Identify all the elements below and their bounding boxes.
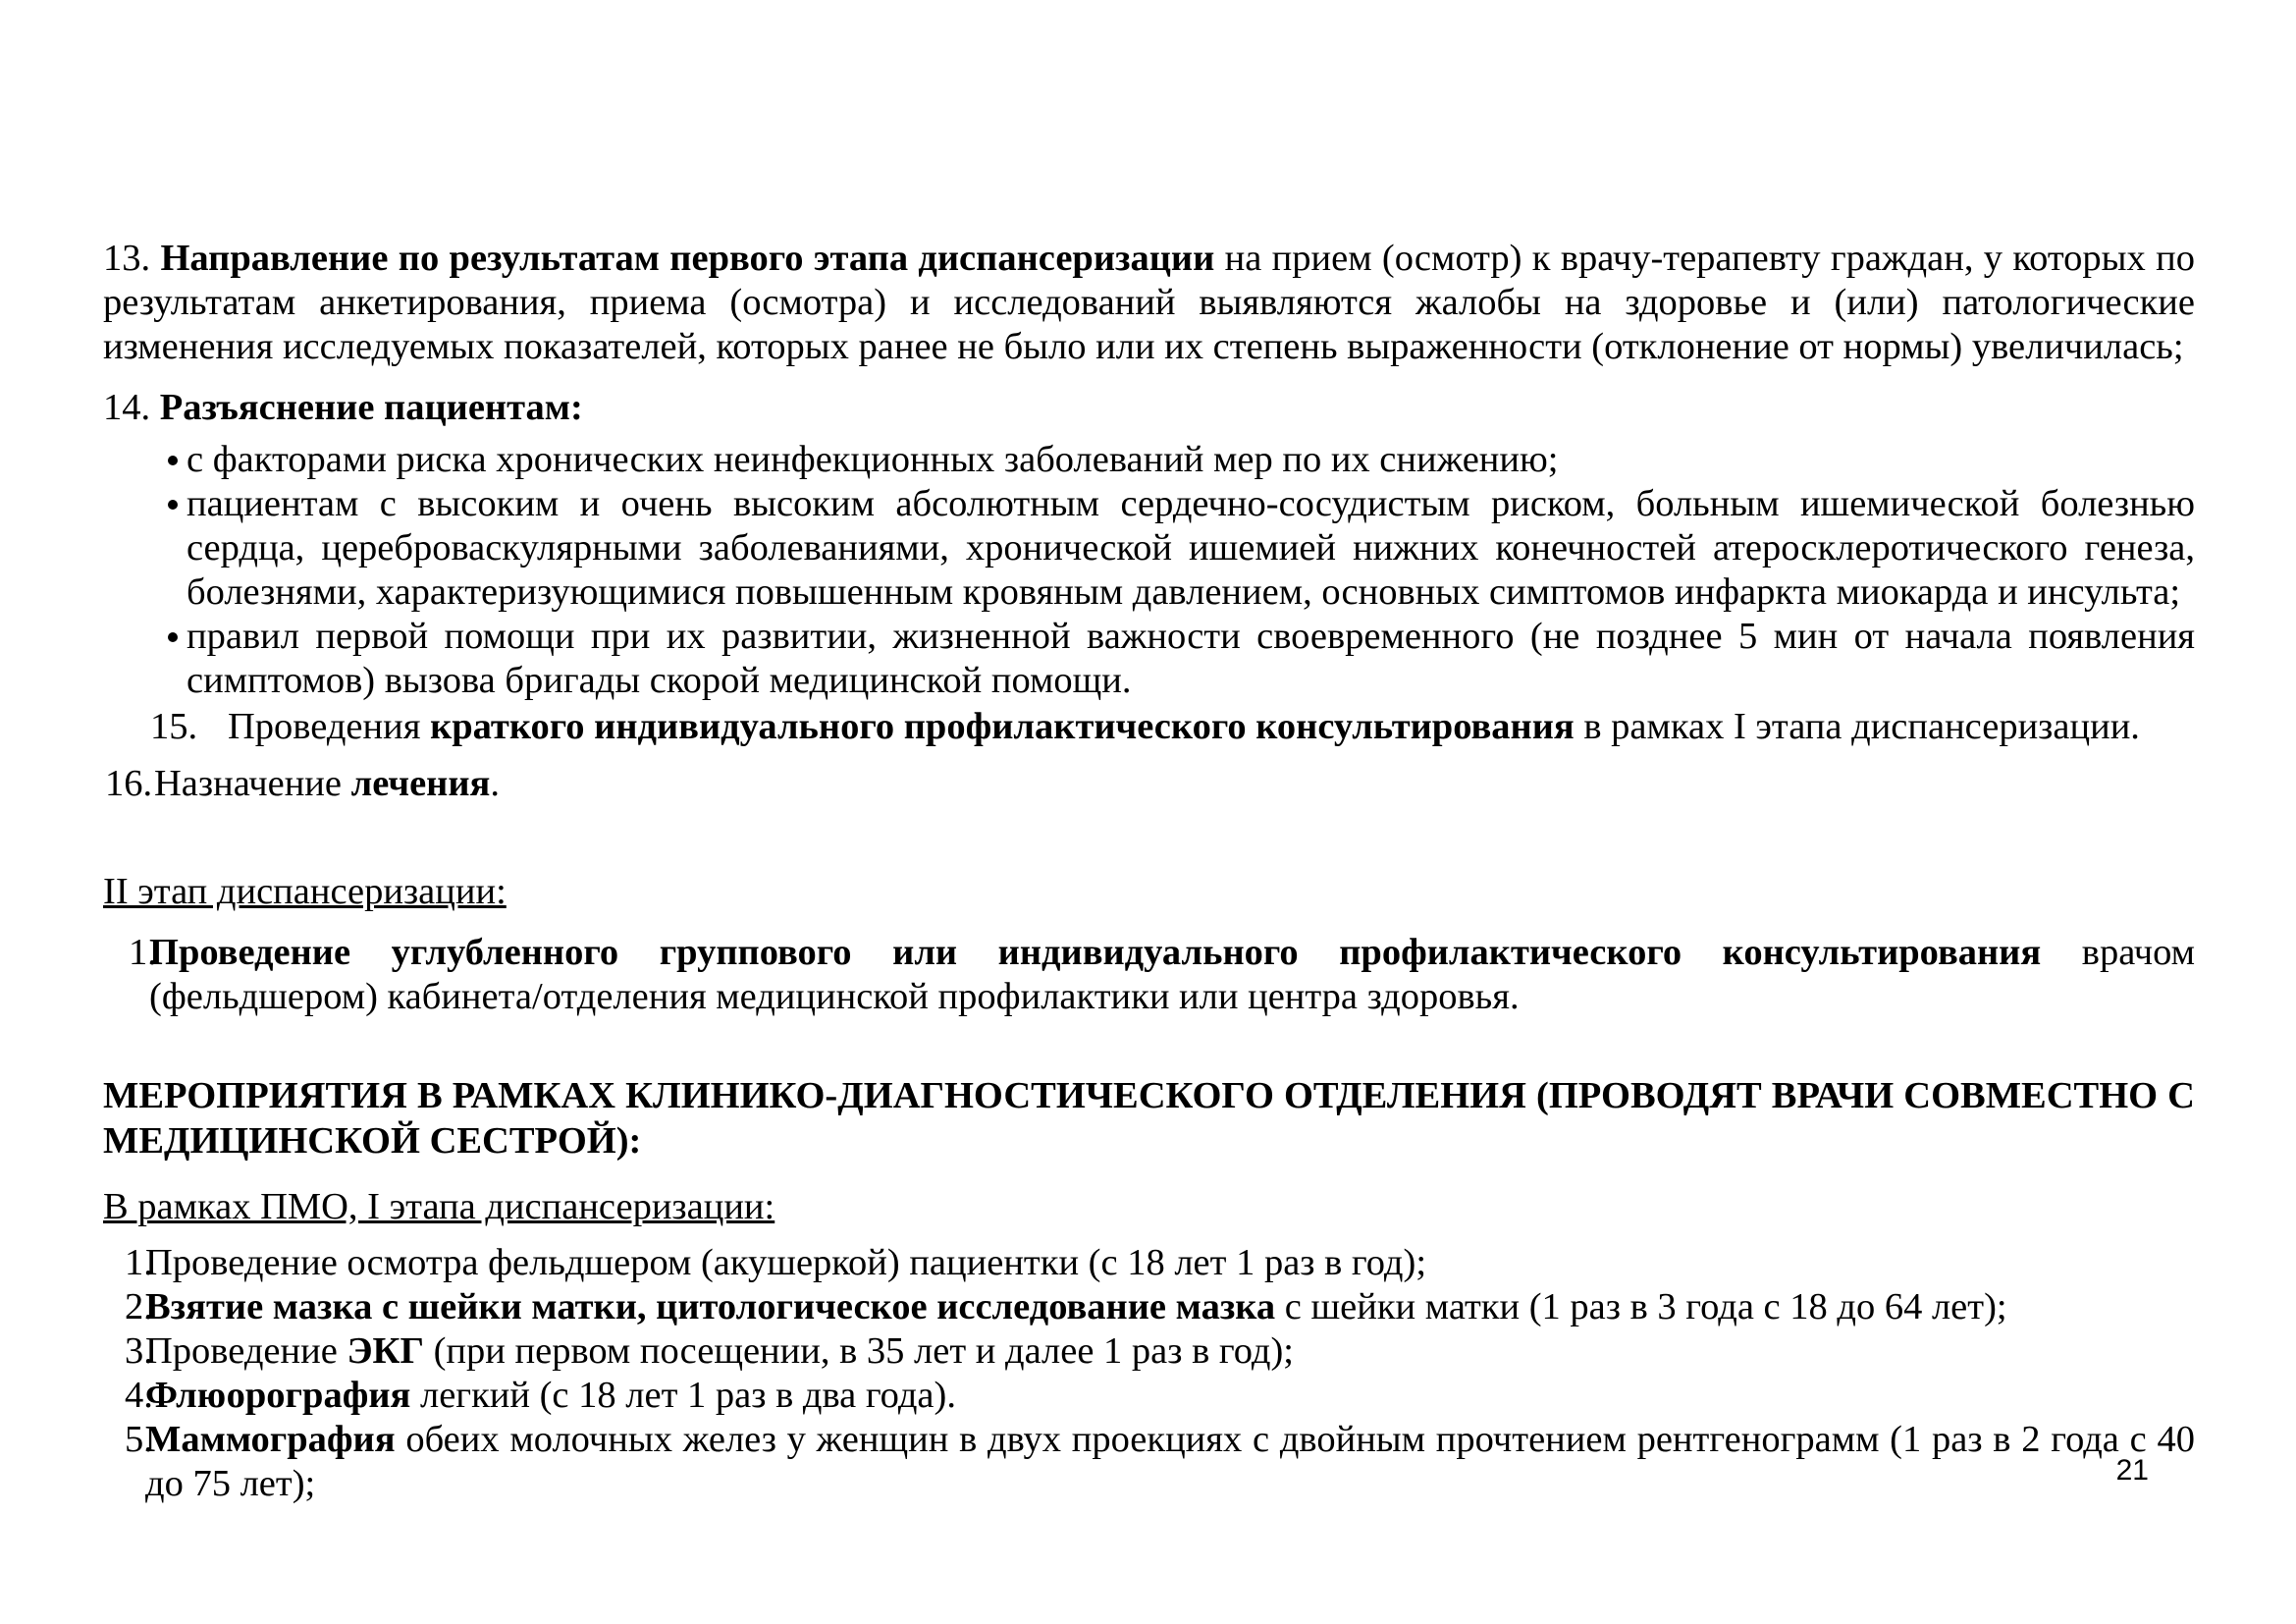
item-13-rest-text: на прием (осмотр) к врачу-терапевту граждан, у которых по результатам анкетирования, приема (осмотра) и исследований выявляются жалобы на здоровье и (или) патологические изменения исследуемых показателей, которых ранее не было или их степень выраженности (отклонение от нормы) увеличилась; bbox=[103, 238, 2195, 367]
pmo-item-rest-text: (при первом посещении, в 35 лет и далее 1 раз в год); bbox=[423, 1330, 1294, 1372]
pmo-item-pre-text: Проведение осмотра фельдшером (акушеркой) пациентки (с 18 лет 1 раз в год); bbox=[145, 1242, 1427, 1283]
pmo-heading bbox=[103, 1185, 2195, 1229]
item-16-bold-text: лечения bbox=[350, 763, 491, 804]
pmo-item-number: 3. bbox=[125, 1330, 153, 1372]
item-15-rest-text: в рамках I этапа диспансеризации. bbox=[1574, 706, 2140, 747]
pmo-item-rest-text: обеих молочных желез у женщин в двух проекциях с двойным прочтением рентгенограмм (1 раз в 2 года с 40 до 75 лет); bbox=[145, 1419, 2195, 1504]
patient-explanation-bullet-list bbox=[103, 438, 2195, 703]
pmo-item-bold-text: Флюорография bbox=[145, 1375, 411, 1416]
bullet-text: пациентам с высоким и очень высоким абсолютным сердечно-сосудистым риском, больным ишемической болезнью сердца, цереброваскулярными заболеваниями, хронической ишемией нижних конечностей атеросклеротического генеза, болезнями, характеризующимися повышенным кровяным давлением, основных симптомов инфаркта миокарда и инсульта; bbox=[187, 483, 2195, 613]
list-item bbox=[103, 1418, 2195, 1506]
paragraph-item-13 bbox=[103, 237, 2195, 369]
bullet-text: правил первой помощи при их развитии, жизненной важности своевременного (не позднее 5 мин от начала появления симптомов) вызова бригады скорой медицинской помощи. bbox=[187, 616, 2195, 701]
list-item bbox=[103, 1285, 2195, 1329]
item-14-bold-text: Разъяснение пациентам: bbox=[159, 387, 583, 428]
item-13-bold-text: Направление по результатам первого этапа диспансеризации bbox=[160, 238, 1215, 279]
pmo-item-number: 2. bbox=[125, 1286, 153, 1327]
pmo-item-pre-text: Проведение bbox=[145, 1330, 347, 1372]
pmo-item-number: 1. bbox=[125, 1242, 153, 1283]
pmo-item-rest-text: с шейки матки (1 раз в 3 года с 18 до 64 лет); bbox=[1275, 1286, 2007, 1327]
paragraph-item-14 bbox=[103, 386, 2195, 430]
item-16-rest-text: . bbox=[490, 763, 500, 804]
item-15-number: 15. bbox=[150, 706, 198, 747]
stage2-heading-text: II этап диспансеризации: bbox=[103, 871, 507, 912]
pmo-item-number: 4. bbox=[125, 1375, 153, 1416]
list-item bbox=[103, 931, 2195, 1019]
pmo-list bbox=[103, 1241, 2195, 1506]
list-item bbox=[103, 482, 2195, 615]
bullet-dot-icon bbox=[168, 456, 178, 465]
page-number: 21 bbox=[2115, 1454, 2149, 1487]
pmo-item-bold-text: Маммография bbox=[145, 1419, 396, 1460]
document-page bbox=[103, 237, 2195, 1506]
item-16-pre-text: Назначение bbox=[154, 763, 351, 804]
stage2-item-rest-text: врачом (фельдшером) кабинета/отделения медицинской профилактики или центра здоровья. bbox=[149, 932, 2195, 1017]
paragraph-item-15 bbox=[103, 705, 2195, 749]
pmo-item-bold-text: Взятие мазка с шейки матки, цитологическое исследование мазка bbox=[145, 1286, 1276, 1327]
pmo-item-number: 5. bbox=[125, 1419, 153, 1460]
bullet-dot-icon bbox=[168, 500, 178, 510]
item-14-number: 14. bbox=[103, 387, 160, 428]
section-heading: МЕРОПРИЯТИЯ В РАМКАХ КЛИНИКО-ДИАГНОСТИЧЕСКОГО ОТДЕЛЕНИЯ (ПРОВОДЯТ ВРАЧИ СОВМЕСТНО С МЕДИЦИНСКОЙ СЕСТРОЙ): bbox=[103, 1075, 2195, 1162]
bullet-dot-icon bbox=[168, 632, 178, 642]
list-item bbox=[103, 1374, 2195, 1418]
stage2-heading bbox=[103, 870, 2195, 914]
stage2-item-bold-text: Проведение углубленного группового или индивидуального профилактического консультирования bbox=[149, 932, 2042, 973]
item-16-number: 16. bbox=[105, 763, 153, 804]
stage2-item-number: 1. bbox=[129, 932, 157, 973]
pmo-heading-text: В рамках ПМО, I этапа диспансеризации: bbox=[103, 1186, 775, 1227]
list-item bbox=[103, 1329, 2195, 1374]
item-15-pre-text: Проведения bbox=[228, 706, 431, 747]
item-13-number: 13. bbox=[103, 238, 161, 279]
pmo-item-bold-text: ЭКГ bbox=[347, 1330, 424, 1372]
bullet-text: с факторами риска хронических неинфекционных заболеваний мер по их снижению; bbox=[187, 439, 1559, 480]
stage2-list bbox=[103, 931, 2195, 1019]
pmo-item-rest-text: легкий (с 18 лет 1 раз в два года). bbox=[410, 1375, 956, 1416]
list-item bbox=[103, 1241, 2195, 1285]
list-item bbox=[103, 615, 2195, 703]
paragraph-item-16 bbox=[103, 762, 2195, 806]
item-15-bold-text: краткого индивидуального профилактического консультирования bbox=[430, 706, 1575, 747]
list-item bbox=[103, 438, 2195, 482]
